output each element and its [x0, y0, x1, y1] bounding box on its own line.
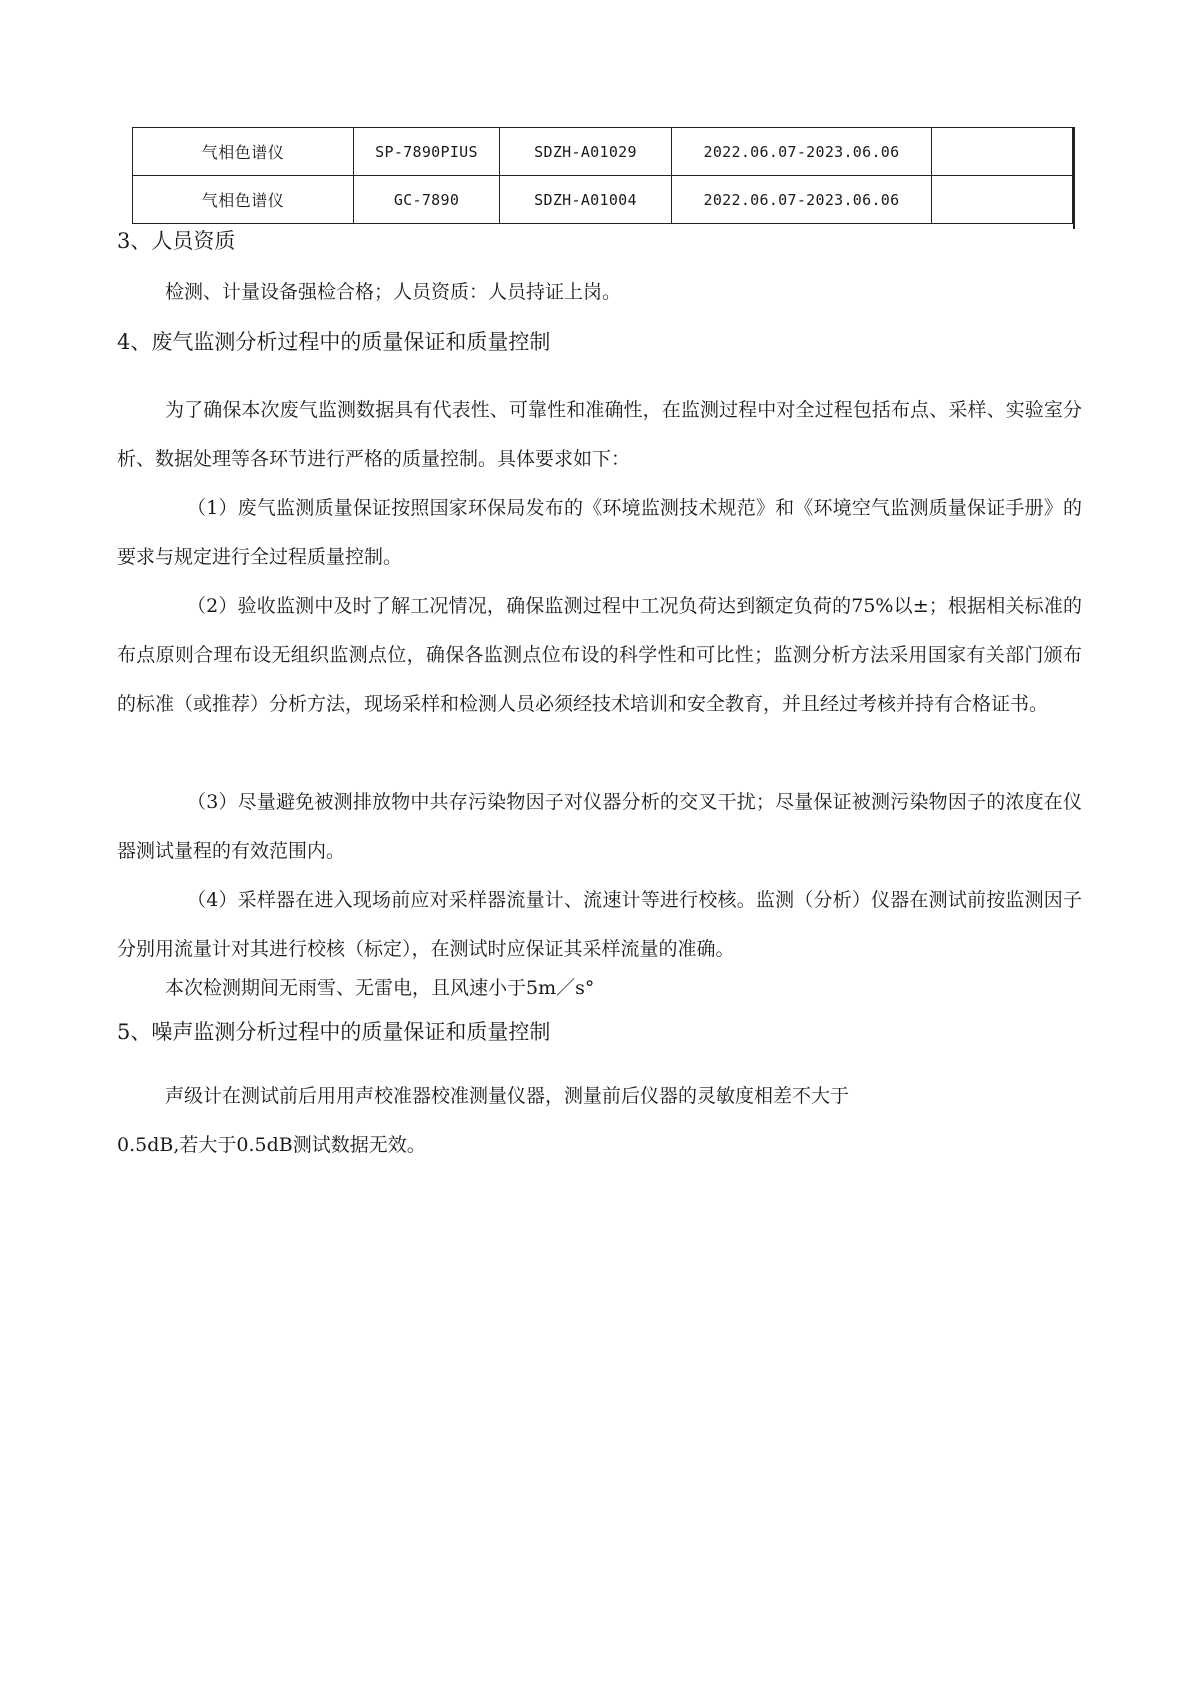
- section3-heading: 3、人员资质: [117, 229, 236, 253]
- table-cell-model: SP-7890PIUS: [354, 128, 500, 176]
- section5-line1: 声级计在测试前后用用声校准器校准测量仪器，测量前后仪器的灵敏度相差不大于: [165, 1085, 850, 1107]
- table-cell-name: 气相色谱仪: [133, 176, 354, 224]
- table-border-right: [1073, 127, 1075, 229]
- table-cell-empty: [932, 128, 1073, 176]
- table-cell-validity: 2022.06.07-2023.06.06: [672, 176, 932, 224]
- table-cell-id: SDZH-A01029: [500, 128, 672, 176]
- table-cell-validity: 2022.06.07-2023.06.06: [672, 128, 932, 176]
- section4-item4: （4）采样器在进入现场前应对采样器流量计、流速计等进行校核。监测（分析）仪器在测试前按监测因子分别用流量计对其进行校核（标定），在测试时应保证其采样流量的准确。: [117, 889, 1082, 960]
- section4-intro: 为了确保本次废气监测数据具有代表性、可靠性和准确性，在监测过程中对全过程包括布点、采样、实验室分析、数据处理等各环节进行严格的质量控制。具体要求如下：: [117, 399, 1082, 470]
- table-cell-model: GC-7890: [354, 176, 500, 224]
- section4-item3: （3）尽量避免被测排放物中共存污染物因子对仪器分析的交叉干扰；尽量保证被测污染物因子的浓度在仪器测试量程的有效范围内。: [117, 791, 1082, 862]
- equipment-table: [132, 127, 1073, 224]
- section4-item1: （1）废气监测质量保证按照国家环保局发布的《环境监测技术规范》和《环境空气监测质量保证手册》的要求与规定进行全过程质量控制。: [117, 497, 1082, 568]
- section5-heading: 5、噪声监测分析过程中的质量保证和质量控制: [117, 1020, 551, 1044]
- table-row: [133, 128, 1073, 176]
- table-cell-id: SDZH-A01004: [500, 176, 672, 224]
- table-row: [133, 176, 1073, 224]
- section4-heading: 4、废气监测分析过程中的质量保证和质量控制: [117, 330, 551, 354]
- section3-text: 检测、计量设备强检合格；人员资质：人员持证上岗。: [165, 281, 622, 303]
- table-cell-empty: [932, 176, 1073, 224]
- table-cell-name: 气相色谱仪: [133, 128, 354, 176]
- section5-line2: 0.5dB,若大于0.5dB测试数据无效。: [117, 1134, 426, 1156]
- section4-item2: （2）验收监测中及时了解工况情况，确保监测过程中工况负荷达到额定负荷的75%以±；根据相关标准的布点原则合理布设无组织监测点位，确保各监测点位布设的科学性和可比性；监测分析方法采用国家有关部门颁布的标准（或推荐）分析方法，现场采样和检测人员必须经技术培训和安全教育，并且经过考核并持有合格证书。: [117, 595, 1082, 715]
- section4-weather: 本次检测期间无雨雪、无雷电，且风速小于5m／s°: [165, 977, 595, 999]
